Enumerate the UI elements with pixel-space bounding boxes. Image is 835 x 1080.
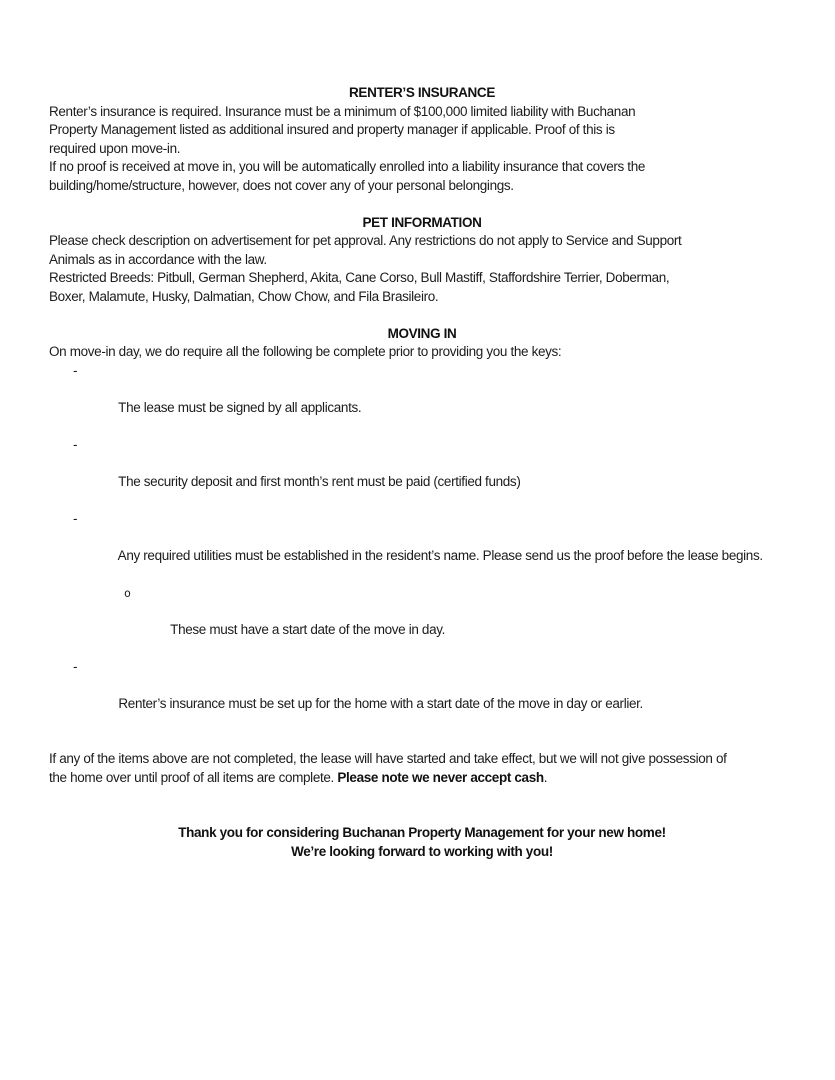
circle-bullet-marker: o	[124, 586, 131, 600]
paragraph-line: Renter’s insurance is required. Insurance must be a minimum of $100,000 limited liability with Buchanan	[49, 103, 636, 119]
bullet-text: Renter’s insurance must be set up for the home with a start date of the move in day or earlier.	[118, 695, 643, 711]
moving-in-intro: On move-in day, we do require all the following be complete prior to providing you the keys:	[49, 344, 562, 359]
no-cash-note: Please note we never accept cash	[337, 769, 544, 785]
closing-paragraph	[49, 750, 795, 787]
bullet-text: Any required utilities must be established in the resident’s name. Please send us the proof before the lease begins.	[117, 547, 763, 563]
paragraph-line: Boxer, Malamute, Husky, Dalmatian, Chow Chow, and Fila Brasileiro.	[49, 288, 439, 304]
thank-you-block	[49, 824, 795, 861]
dash-bullet-marker: -	[73, 510, 78, 526]
thank-you-line-2: We’re looking forward to working with you!	[291, 843, 553, 859]
paragraph-line: Animals as in accordance with the law.	[49, 251, 267, 267]
paragraph-line: Restricted Breeds: Pitbull, German Shepherd, Akita, Cane Corso, Bull Mastiff, Staffordshire Terrier, Doberman,	[49, 270, 670, 285]
section-pet-information	[49, 214, 795, 307]
sub-bullet-item	[49, 584, 795, 658]
bullet-item	[49, 436, 795, 510]
paragraph-line: building/home/structure, however, does not cover any of your personal belongings.	[49, 177, 514, 193]
bullet-item	[49, 362, 795, 436]
bullet-text: The lease must be signed by all applicants.	[118, 399, 362, 415]
paragraph-line: If any of the items above are not completed, the lease will have started and take effect, but we will not give possession of	[49, 751, 727, 766]
renters-insurance-heading: RENTER’S INSURANCE	[349, 85, 495, 100]
sub-bullet-text: These must have a start date of the move in day.	[170, 621, 446, 637]
moving-in-heading: MOVING IN	[387, 325, 457, 341]
paragraph-line: If no proof is received at move in, you will be automatically enrolled into a liability insurance that covers the	[49, 159, 646, 174]
paragraph-line: required upon move-in.	[49, 140, 181, 156]
paragraph-line: Property Management listed as additional insured and property manager if applicable. Proof of this is	[49, 122, 615, 137]
pet-information-heading: PET INFORMATION	[362, 214, 482, 230]
paragraph-line	[49, 769, 795, 788]
bullet-item	[49, 658, 795, 732]
dash-bullet-marker: -	[73, 362, 78, 378]
closing-text: the home over until proof of all items are complete.	[49, 769, 338, 785]
bullet-item	[49, 510, 795, 584]
dash-bullet-marker: -	[73, 436, 78, 452]
bullet-text: The security deposit and first month’s rent must be paid (certified funds)	[118, 473, 521, 489]
dash-bullet-marker: -	[73, 658, 78, 674]
section-renters-insurance	[49, 84, 795, 195]
paragraph-line: Please check description on advertisement for pet approval. Any restrictions do not apply to Service and Support	[49, 233, 682, 248]
closing-period: .	[543, 769, 548, 785]
section-moving-in	[49, 325, 795, 732]
thank-you-line-1: Thank you for considering Buchanan Property Management for your new home!	[178, 825, 666, 840]
